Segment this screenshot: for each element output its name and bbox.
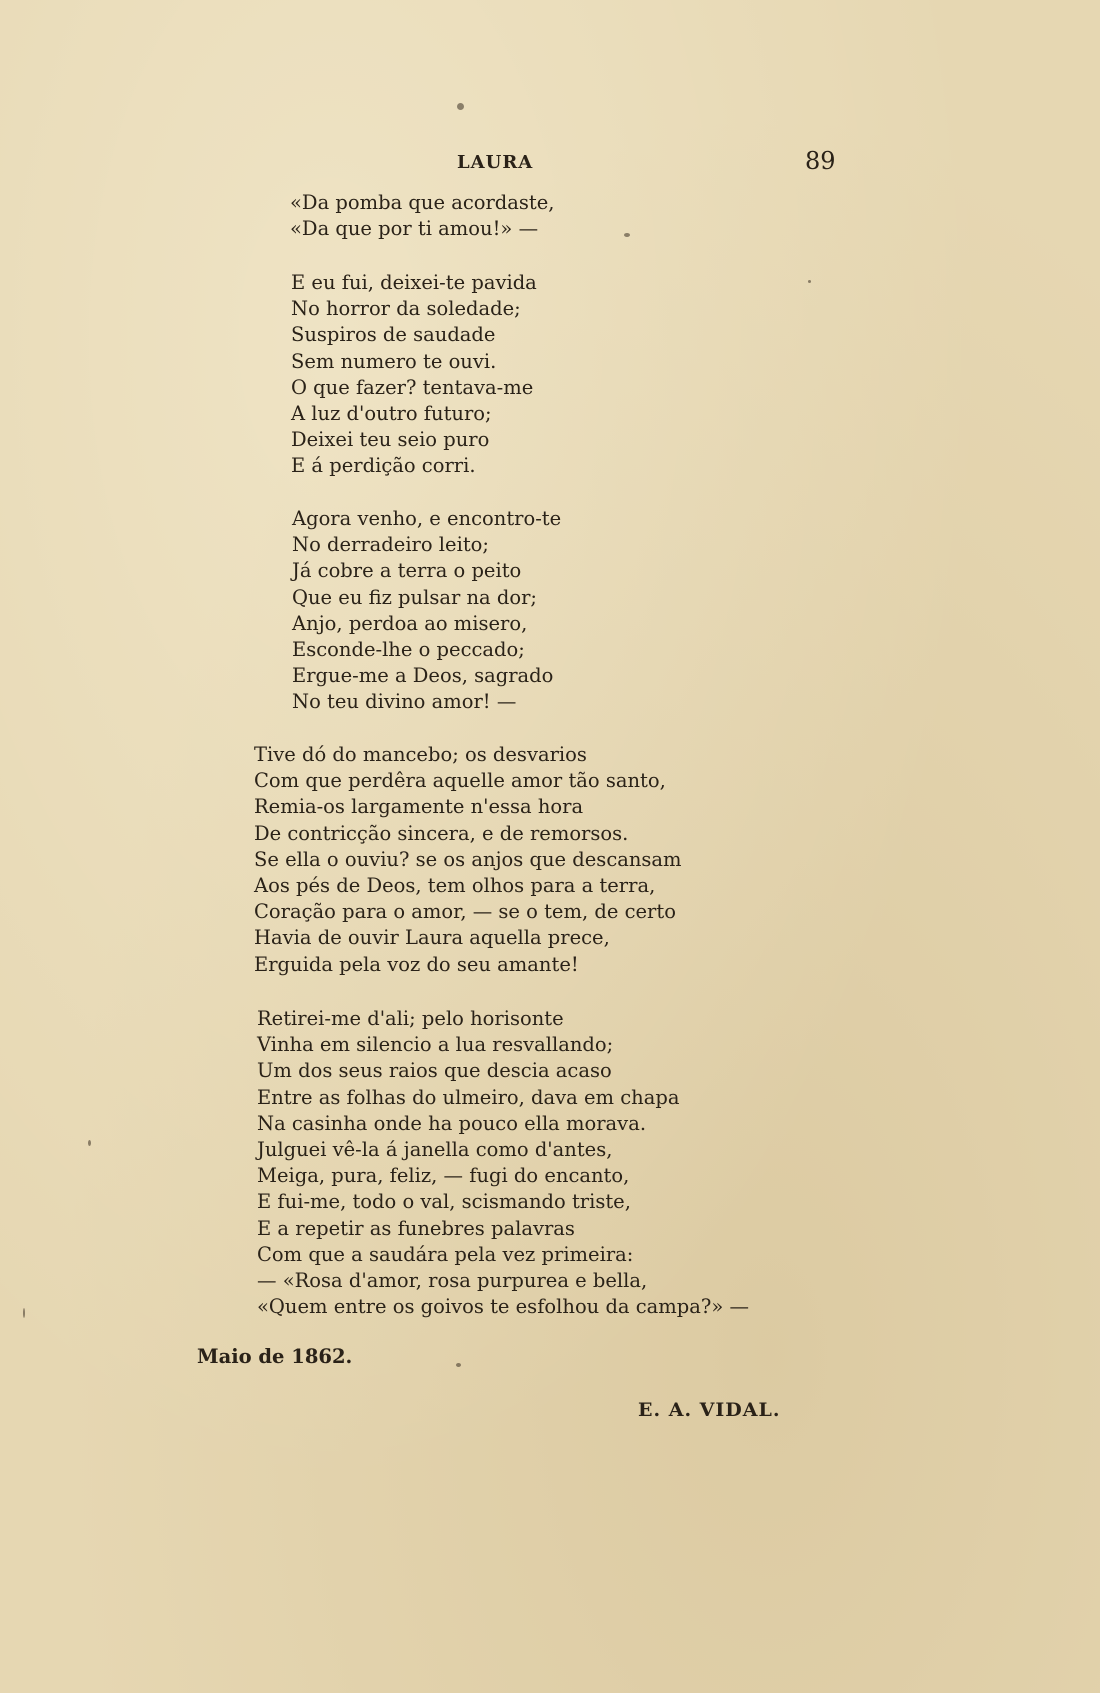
paper-speck	[624, 233, 630, 237]
verse-line: Coração para o amor, — se o tem, de certo	[254, 900, 676, 924]
verse-line: Um dos seus raios que descia acaso	[257, 1059, 612, 1083]
verse-line: «Quem entre os goivos te esfolhou da campa?» —	[257, 1295, 749, 1319]
paper-speck	[808, 280, 811, 283]
verse-line: Anjo, perdoa ao misero,	[292, 611, 528, 635]
verse-line: Já cobre a terra o peito	[292, 559, 522, 583]
paper-speck	[456, 1363, 461, 1367]
verse-line: Agora venho, e encontro-te	[292, 507, 562, 530]
stanza-2	[291, 270, 537, 480]
author-signature: E. A. VIDAL.	[638, 1399, 781, 1421]
verse-line: Que eu fiz pulsar na dor;	[292, 585, 537, 609]
date-line: Maio de 1862.	[197, 1345, 353, 1368]
running-header-title: LAURA	[457, 152, 534, 173]
verse-line: Remia-os largamente n'essa hora	[254, 795, 584, 819]
verse-line: — «Rosa d'amor, rosa purpurea e bella,	[257, 1269, 648, 1293]
verse-line: E eu fui, deixei-te pavida	[291, 271, 537, 294]
verse-line: Se ella o ouviu? se os anjos que descansam	[254, 847, 682, 871]
verse-line: E fui-me, todo o val, scismando triste,	[257, 1190, 631, 1214]
verse-line: No teu divino amor! —	[292, 690, 517, 714]
stanza-5	[257, 1006, 749, 1320]
verse-line: De contricção sincera, e de remorsos.	[254, 821, 629, 845]
verse-line: Deixei teu seio puro	[291, 428, 490, 452]
verse-line: Entre as folhas do ulmeiro, dava em chapa	[257, 1085, 680, 1109]
verse-line: Com que a saudára pela vez primeira:	[257, 1242, 634, 1266]
verse-line: Retirei-me d'ali; pelo horisonte	[257, 1007, 564, 1030]
verse-line: Aos pés de Deos, tem olhos para a terra,	[254, 874, 656, 898]
stanza-3	[292, 506, 561, 716]
stanza-4	[254, 742, 682, 978]
verse-line: Na casinha onde ha pouco ella morava.	[257, 1111, 647, 1135]
verse-line: E á perdição corri.	[291, 454, 476, 478]
paper-speck	[88, 1140, 91, 1146]
verse-line: «Da que por ti amou!» —	[290, 217, 539, 241]
verse-line: Suspiros de saudade	[291, 323, 496, 347]
stanza-1	[290, 190, 555, 242]
verse-line: Ergue-me a Deos, sagrado	[292, 664, 554, 688]
verse-line: Erguida pela voz do seu amante!	[254, 952, 579, 976]
verse-line: Tive dó do mancebo; os desvarios	[254, 743, 587, 766]
verse-line: A luz d'outro futuro;	[291, 402, 492, 426]
verse-line: «Da pomba que acordaste,	[290, 191, 555, 214]
verse-line: No derradeiro leito;	[292, 533, 489, 557]
verse-line: Havia de ouvir Laura aquella prece,	[254, 926, 610, 950]
verse-line: Com que perdêra aquelle amor tão santo,	[254, 769, 666, 793]
paper-speck	[457, 103, 464, 110]
verse-line: E a repetir as funebres palavras	[257, 1216, 575, 1240]
verse-line: Vinha em silencio a lua resvallando;	[257, 1033, 614, 1057]
verse-line: Meiga, pura, feliz, — fugi do encanto,	[257, 1164, 630, 1188]
verse-line: Julguei vê-la á janella como d'antes,	[257, 1138, 613, 1162]
paper-speck	[23, 1308, 25, 1318]
verse-line: No horror da soledade;	[291, 297, 521, 321]
verse-line: Sem numero te ouvi.	[291, 349, 497, 373]
verse-line: Esconde-lhe o peccado;	[292, 638, 525, 662]
verse-line: O que fazer? tentava-me	[291, 375, 534, 399]
page-number: 89	[805, 147, 836, 175]
